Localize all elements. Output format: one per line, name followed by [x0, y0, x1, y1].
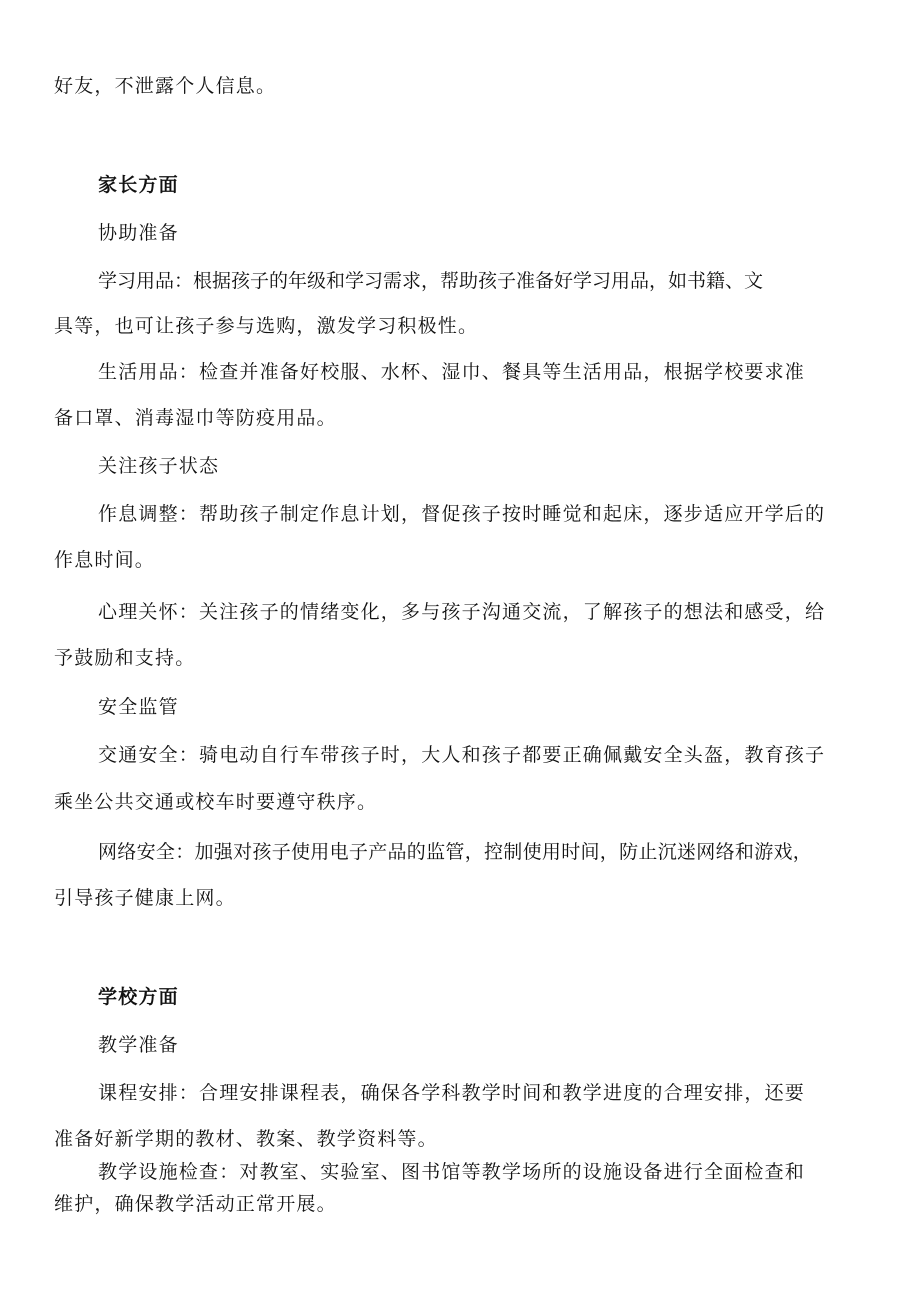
mental-line1: 心理关怀：关注孩子的情绪变化，多与孩子沟通交流，了解孩子的想法和感受，给 [98, 601, 826, 623]
school-section-heading: 学校方面 [98, 986, 179, 1008]
curriculum-line1: 课程安排：合理安排课程表，确保各学科教学时间和教学进度的合理安排，还要 [98, 1082, 806, 1104]
intro-tail-text: 好友，不泄露个人信息。 [54, 75, 277, 97]
status-subtitle: 关注孩子状态 [98, 455, 220, 477]
facilities-line2: 维护，确保教学活动正常开展。 [54, 1193, 337, 1215]
study-supplies-line2: 具等，也可让孩子参与选购，激发学习积极性。 [54, 315, 479, 337]
safety-subtitle: 安全监管 [98, 696, 179, 718]
mental-line2: 予鼓励和支持。 [54, 647, 196, 669]
traffic-line1: 交通安全：骑电动自行车带孩子时，大人和孩子都要正确佩戴安全头盔，教育孩子 [98, 744, 826, 766]
prepare-subtitle: 协助准备 [98, 222, 179, 244]
parent-section-heading: 家长方面 [98, 174, 179, 196]
curriculum-line2: 准备好新学期的教材、教案、教学资料等。 [54, 1128, 438, 1150]
routine-line1: 作息调整：帮助孩子制定作息计划，督促孩子按时睡觉和起床，逐步适应开学后的 [98, 503, 826, 525]
study-supplies-line1-text: 学习用品：根据孩子的年级和学习需求，帮助孩子准备好学习用品，如书籍、文 [98, 270, 764, 292]
daily-supplies-line2: 备口罩、消毒湿巾等防疫用品。 [54, 407, 337, 429]
facilities-line1: 教学设施检查：对教室、实验室、图书馆等教学场所的设施设备进行全面检查和 [98, 1161, 806, 1183]
network-line1: 网络安全：加强对孩子使用电子产品的监管，控制使用时间，防止沉迷网络和游戏， [98, 841, 813, 863]
teaching-subtitle: 教学准备 [98, 1034, 179, 1056]
traffic-line2: 乘坐公共交通或校车时要遵守秩序。 [54, 791, 378, 813]
network-line2: 引导孩子健康上网。 [54, 887, 236, 909]
daily-supplies-line1: 生活用品：检查并准备好校服、水杯、湿巾、餐具等生活用品，根据学校要求准 [98, 361, 806, 383]
routine-line2: 作息时间。 [54, 549, 156, 571]
study-supplies-line1 [98, 269, 856, 293]
